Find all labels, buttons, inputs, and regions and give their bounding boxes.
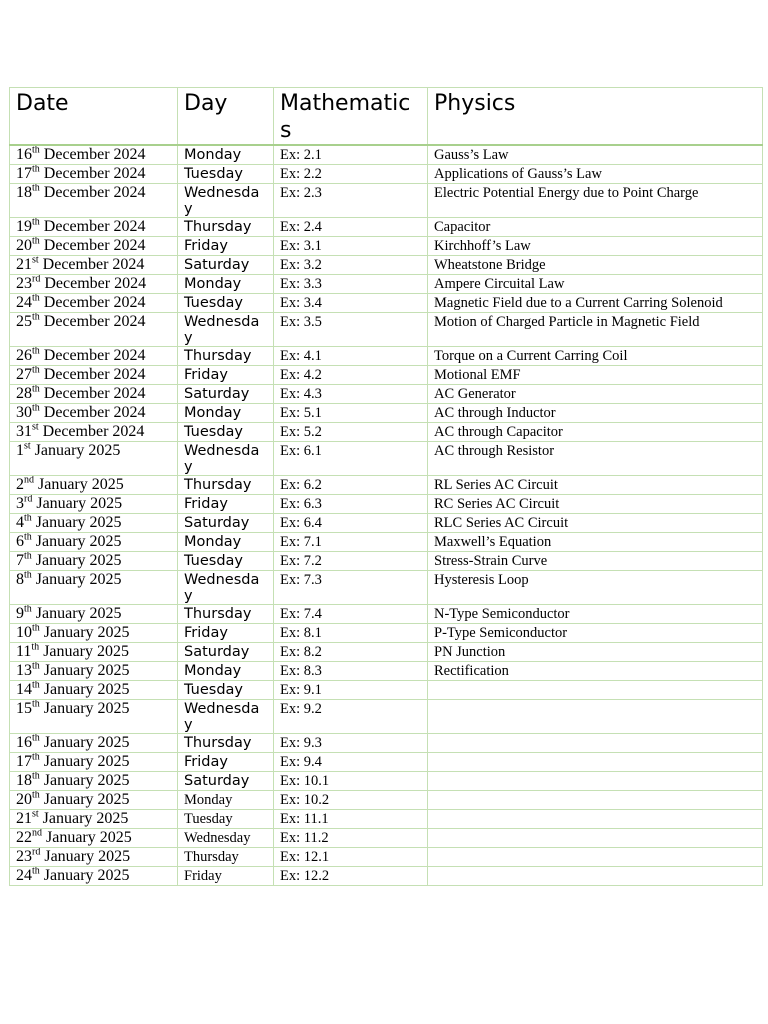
date-day-number: 17 [16,165,32,182]
mathematics-cell: Ex: 8.2 [274,643,428,662]
date-cell [10,533,178,552]
date-cell [10,385,178,404]
date-month-year: January 2025 [43,791,130,808]
day-cell: Friday [178,237,274,256]
date-ordinal-suffix: th [24,513,32,524]
physics-cell: AC Generator [428,385,763,404]
date-day-number: 4 [16,514,24,531]
date-month-year: December 2024 [44,275,147,292]
physics-cell: Magnetic Field due to a Current Carring Solenoid [428,294,763,313]
date-cell [10,829,178,848]
header-physics: Physics [428,88,763,146]
date-ordinal-suffix: th [24,532,32,543]
date-ordinal-suffix: nd [24,475,34,486]
date-ordinal-suffix: rd [24,494,33,505]
mathematics-cell: Ex: 9.4 [274,753,428,772]
date-ordinal-suffix: th [32,312,40,323]
date-month-year: January 2025 [46,829,132,846]
table-row [10,423,763,442]
date-ordinal-suffix: th [32,145,40,156]
mathematics-cell: Ex: 7.1 [274,533,428,552]
date-ordinal-suffix: th [32,790,40,801]
date-month-year: January 2025 [44,848,131,865]
physics-cell: AC through Inductor [428,404,763,423]
date-cell [10,867,178,886]
date-cell [10,605,178,624]
table-row [10,294,763,313]
date-ordinal-suffix: th [32,699,40,710]
date-day-number: 10 [16,624,32,641]
date-ordinal-suffix: th [32,346,40,357]
date-day-number: 21 [16,256,32,273]
date-month-year: December 2024 [43,347,146,364]
day-cell: Tuesday [178,165,274,184]
date-ordinal-suffix: th [31,642,40,653]
date-month-year: December 2024 [42,256,145,273]
physics-cell [428,734,763,753]
date-ordinal-suffix: th [32,623,40,634]
date-ordinal-suffix: th [32,733,40,744]
table-row [10,867,763,886]
date-month-year: December 2024 [43,218,146,235]
day-cell: Tuesday [178,681,274,700]
date-day-number: 8 [16,571,24,588]
date-day-number: 11 [16,643,32,660]
date-cell [10,700,178,734]
date-month-year: January 2025 [35,552,122,569]
date-ordinal-suffix: th [32,217,40,228]
date-month-year: January 2025 [38,476,124,493]
header-date: Date [10,88,178,146]
day-cell: Monday [178,791,274,810]
table-row [10,791,763,810]
day-cell: Monday [178,404,274,423]
date-cell [10,514,178,533]
table-row [10,571,763,605]
date-day-number: 26 [16,347,32,364]
date-cell [10,662,178,681]
date-ordinal-suffix: th [32,293,40,304]
date-month-year: January 2025 [43,624,130,641]
day-cell: Friday [178,867,274,886]
table-row [10,256,763,275]
mathematics-cell: Ex: 6.4 [274,514,428,533]
mathematics-cell: Ex: 4.2 [274,366,428,385]
mathematics-cell: Ex: 7.2 [274,552,428,571]
date-month-year: January 2025 [43,734,130,751]
table-row [10,145,763,165]
date-month-year: January 2025 [35,514,122,531]
day-cell: Monday [178,662,274,681]
table-row [10,495,763,514]
date-day-number: 17 [16,753,32,770]
header-mathematics: Mathematics [274,88,428,146]
date-day-number: 30 [16,404,32,421]
mathematics-cell: Ex: 3.1 [274,237,428,256]
mathematics-cell: Ex: 3.4 [274,294,428,313]
date-day-number: 18 [16,772,32,789]
date-cell [10,294,178,313]
date-month-year: December 2024 [42,423,145,440]
date-ordinal-suffix: th [32,403,40,414]
physics-cell: AC through Resistor [428,442,763,476]
date-ordinal-suffix: th [32,365,40,376]
date-day-number: 16 [16,146,32,163]
date-month-year: January 2025 [43,772,130,789]
table-row [10,552,763,571]
physics-cell [428,753,763,772]
date-day-number: 23 [16,275,32,292]
date-cell [10,624,178,643]
day-cell: Monday [178,145,274,165]
date-month-year: January 2025 [42,810,129,827]
physics-cell: P-Type Semiconductor [428,624,763,643]
table-row [10,275,763,294]
date-ordinal-suffix: th [32,236,40,247]
day-cell: Tuesday [178,810,274,829]
mathematics-cell: Ex: 12.1 [274,848,428,867]
date-month-year: January 2025 [35,605,122,622]
physics-cell: Capacitor [428,218,763,237]
table-row [10,347,763,366]
date-ordinal-suffix: st [32,422,39,433]
date-month-year: December 2024 [43,184,146,201]
table-row [10,218,763,237]
mathematics-cell: Ex: 2.2 [274,165,428,184]
date-ordinal-suffix: rd [32,274,41,285]
day-cell: Friday [178,366,274,385]
table-row [10,753,763,772]
mathematics-cell: Ex: 3.2 [274,256,428,275]
physics-cell: N-Type Semiconductor [428,605,763,624]
table-row [10,184,763,218]
day-cell: Wednesday [178,184,274,218]
mathematics-cell: Ex: 6.3 [274,495,428,514]
day-cell: Wednesday [178,442,274,476]
date-day-number: 13 [16,662,32,679]
date-month-year: December 2024 [43,313,146,330]
day-cell: Monday [178,533,274,552]
date-month-year: January 2025 [43,867,130,884]
day-cell: Thursday [178,734,274,753]
physics-cell [428,681,763,700]
date-day-number: 23 [16,848,32,865]
date-cell [10,256,178,275]
date-cell [10,552,178,571]
day-cell: Tuesday [178,423,274,442]
date-month-year: January 2025 [43,700,130,717]
physics-cell: Motion of Charged Particle in Magnetic Field [428,313,763,347]
physics-cell [428,772,763,791]
physics-cell: Applications of Gauss’s Law [428,165,763,184]
date-cell [10,734,178,753]
date-day-number: 3 [16,495,24,512]
day-cell: Saturday [178,385,274,404]
date-day-number: 24 [16,294,32,311]
day-cell: Thursday [178,218,274,237]
physics-cell [428,848,763,867]
physics-cell: RLC Series AC Circuit [428,514,763,533]
table-row [10,313,763,347]
physics-cell: Maxwell’s Equation [428,533,763,552]
mathematics-cell: Ex: 4.3 [274,385,428,404]
table-row [10,366,763,385]
mathematics-cell: Ex: 5.2 [274,423,428,442]
date-cell [10,347,178,366]
mathematics-cell: Ex: 9.1 [274,681,428,700]
date-day-number: 9 [16,605,24,622]
table-row [10,734,763,753]
date-cell [10,218,178,237]
date-day-number: 14 [16,681,32,698]
mathematics-cell: Ex: 11.1 [274,810,428,829]
date-day-number: 28 [16,385,32,402]
day-cell: Tuesday [178,552,274,571]
table-row [10,533,763,552]
date-day-number: 20 [16,237,32,254]
physics-cell: Torque on a Current Carring Coil [428,347,763,366]
date-day-number: 24 [16,867,32,884]
mathematics-cell: Ex: 2.3 [274,184,428,218]
day-cell: Thursday [178,605,274,624]
day-cell: Saturday [178,514,274,533]
date-ordinal-suffix: th [32,661,40,672]
date-month-year: December 2024 [43,385,146,402]
mathematics-cell: Ex: 2.4 [274,218,428,237]
mathematics-cell: Ex: 9.3 [274,734,428,753]
date-month-year: December 2024 [43,294,146,311]
table-row [10,662,763,681]
date-cell [10,571,178,605]
date-ordinal-suffix: rd [32,847,41,858]
day-cell: Tuesday [178,294,274,313]
table-row [10,848,763,867]
date-cell [10,237,178,256]
day-cell: Saturday [178,256,274,275]
mathematics-cell: Ex: 9.2 [274,700,428,734]
date-day-number: 25 [16,313,32,330]
day-cell: Friday [178,624,274,643]
mathematics-cell: Ex: 11.2 [274,829,428,848]
day-cell: Saturday [178,643,274,662]
date-ordinal-suffix: th [32,164,40,175]
day-cell: Friday [178,753,274,772]
date-day-number: 21 [16,810,32,827]
date-month-year: December 2024 [43,366,146,383]
physics-cell: Kirchhoff’s Law [428,237,763,256]
day-cell: Monday [178,275,274,294]
mathematics-cell: Ex: 4.1 [274,347,428,366]
date-ordinal-suffix: st [32,255,39,266]
date-day-number: 31 [16,423,32,440]
date-month-year: December 2024 [43,237,146,254]
mathematics-cell: Ex: 3.5 [274,313,428,347]
day-cell: Wednesday [178,313,274,347]
mathematics-cell: Ex: 6.1 [274,442,428,476]
table-row [10,514,763,533]
date-cell [10,772,178,791]
mathematics-cell: Ex: 10.2 [274,791,428,810]
table-row [10,624,763,643]
table-row [10,681,763,700]
table-row [10,404,763,423]
schedule-table [9,87,763,886]
date-day-number: 2 [16,476,24,493]
table-row [10,772,763,791]
day-cell: Thursday [178,476,274,495]
date-cell [10,753,178,772]
date-cell [10,848,178,867]
date-cell [10,145,178,165]
table-row [10,700,763,734]
date-day-number: 22 [16,829,32,846]
date-day-number: 27 [16,366,32,383]
date-month-year: January 2025 [35,571,122,588]
table-row [10,237,763,256]
header-day: Day [178,88,274,146]
physics-cell: RC Series AC Circuit [428,495,763,514]
table-row [10,605,763,624]
table-row [10,442,763,476]
mathematics-cell: Ex: 8.3 [274,662,428,681]
physics-cell [428,791,763,810]
date-cell [10,366,178,385]
mathematics-cell: Ex: 3.3 [274,275,428,294]
date-day-number: 20 [16,791,32,808]
date-cell [10,442,178,476]
mathematics-cell: Ex: 6.2 [274,476,428,495]
date-day-number: 6 [16,533,24,550]
mathematics-cell: Ex: 7.3 [274,571,428,605]
day-cell: Thursday [178,848,274,867]
day-cell: Thursday [178,347,274,366]
header-row [10,88,763,146]
date-month-year: January 2025 [43,753,130,770]
date-ordinal-suffix: nd [32,828,42,839]
physics-cell: RL Series AC Circuit [428,476,763,495]
date-month-year: December 2024 [43,146,146,163]
date-cell [10,476,178,495]
mathematics-cell: Ex: 8.1 [274,624,428,643]
physics-cell: Motional EMF [428,366,763,385]
physics-cell: Stress-Strain Curve [428,552,763,571]
date-cell [10,165,178,184]
date-ordinal-suffix: th [32,752,40,763]
date-ordinal-suffix: st [32,809,39,820]
date-cell [10,313,178,347]
physics-cell [428,829,763,848]
table-row [10,643,763,662]
day-cell: Saturday [178,772,274,791]
date-ordinal-suffix: th [24,604,32,615]
mathematics-cell: Ex: 7.4 [274,605,428,624]
date-ordinal-suffix: st [24,441,31,452]
date-cell [10,404,178,423]
day-cell: Wednesday [178,700,274,734]
date-cell [10,184,178,218]
physics-cell: Rectification [428,662,763,681]
physics-cell: Wheatstone Bridge [428,256,763,275]
date-cell [10,423,178,442]
date-month-year: January 2025 [35,533,122,550]
date-ordinal-suffix: th [32,183,40,194]
physics-cell: PN Junction [428,643,763,662]
physics-cell [428,700,763,734]
date-day-number: 15 [16,700,32,717]
date-cell [10,495,178,514]
physics-cell: AC through Capacitor [428,423,763,442]
date-ordinal-suffix: th [32,866,40,877]
date-cell [10,275,178,294]
date-cell [10,810,178,829]
table-row [10,476,763,495]
physics-cell: Electric Potential Energy due to Point Charge [428,184,763,218]
date-day-number: 7 [16,552,24,569]
mathematics-cell: Ex: 12.2 [274,867,428,886]
table-row [10,165,763,184]
date-month-year: January 2025 [43,681,130,698]
physics-cell: Gauss’s Law [428,145,763,165]
date-cell [10,643,178,662]
physics-cell: Ampere Circuital Law [428,275,763,294]
day-cell: Wednesday [178,571,274,605]
date-month-year: January 2025 [43,643,129,660]
date-day-number: 18 [16,184,32,201]
mathematics-cell: Ex: 2.1 [274,145,428,165]
date-ordinal-suffix: th [32,771,40,782]
date-month-year: January 2025 [43,662,130,679]
date-month-year: December 2024 [43,165,146,182]
day-cell: Wednesday [178,829,274,848]
date-month-year: January 2025 [34,442,121,459]
date-day-number: 16 [16,734,32,751]
date-ordinal-suffix: th [32,384,40,395]
day-cell: Friday [178,495,274,514]
date-cell [10,791,178,810]
date-month-year: December 2024 [43,404,146,421]
date-day-number: 19 [16,218,32,235]
physics-cell: Hysteresis Loop [428,571,763,605]
date-day-number: 1 [16,442,24,459]
date-ordinal-suffix: th [24,551,32,562]
table-row [10,810,763,829]
physics-cell [428,810,763,829]
mathematics-cell: Ex: 10.1 [274,772,428,791]
mathematics-cell: Ex: 5.1 [274,404,428,423]
table-row [10,385,763,404]
date-month-year: January 2025 [36,495,123,512]
table-row [10,829,763,848]
date-ordinal-suffix: th [24,570,32,581]
physics-cell [428,867,763,886]
date-cell [10,681,178,700]
date-ordinal-suffix: th [32,680,40,691]
